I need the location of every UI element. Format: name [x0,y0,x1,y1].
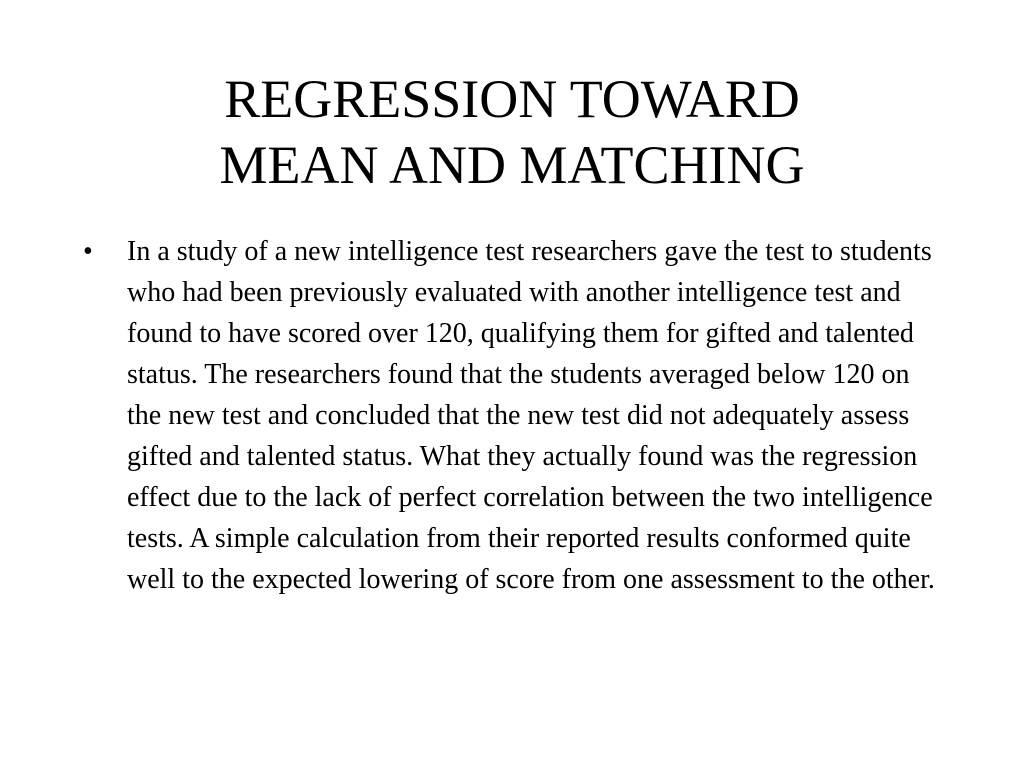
bullet-text: In a study of a new intelligence test researchers gave the test to students who had been previously evaluated with another intelligence test and found to have scored over 120, qualifying them for gifted and talented status. The researchers found that the students averaged below 120 on the new test and concluded that the new test did not adequately assess gifted and talented status. What they actually found was the regression effect due to the lack of perfect correlation between the two intelligence tests. A simple calculation from their reported results conformed quite well to the expected lowering of score from one assessment to the other. [127,236,935,595]
slide-title: REGRESSION TOWARD MEAN AND MATCHING [219,69,805,195]
bullet-marker: • [83,236,93,267]
bullet-list [80,231,940,600]
bullet-item [80,231,940,600]
